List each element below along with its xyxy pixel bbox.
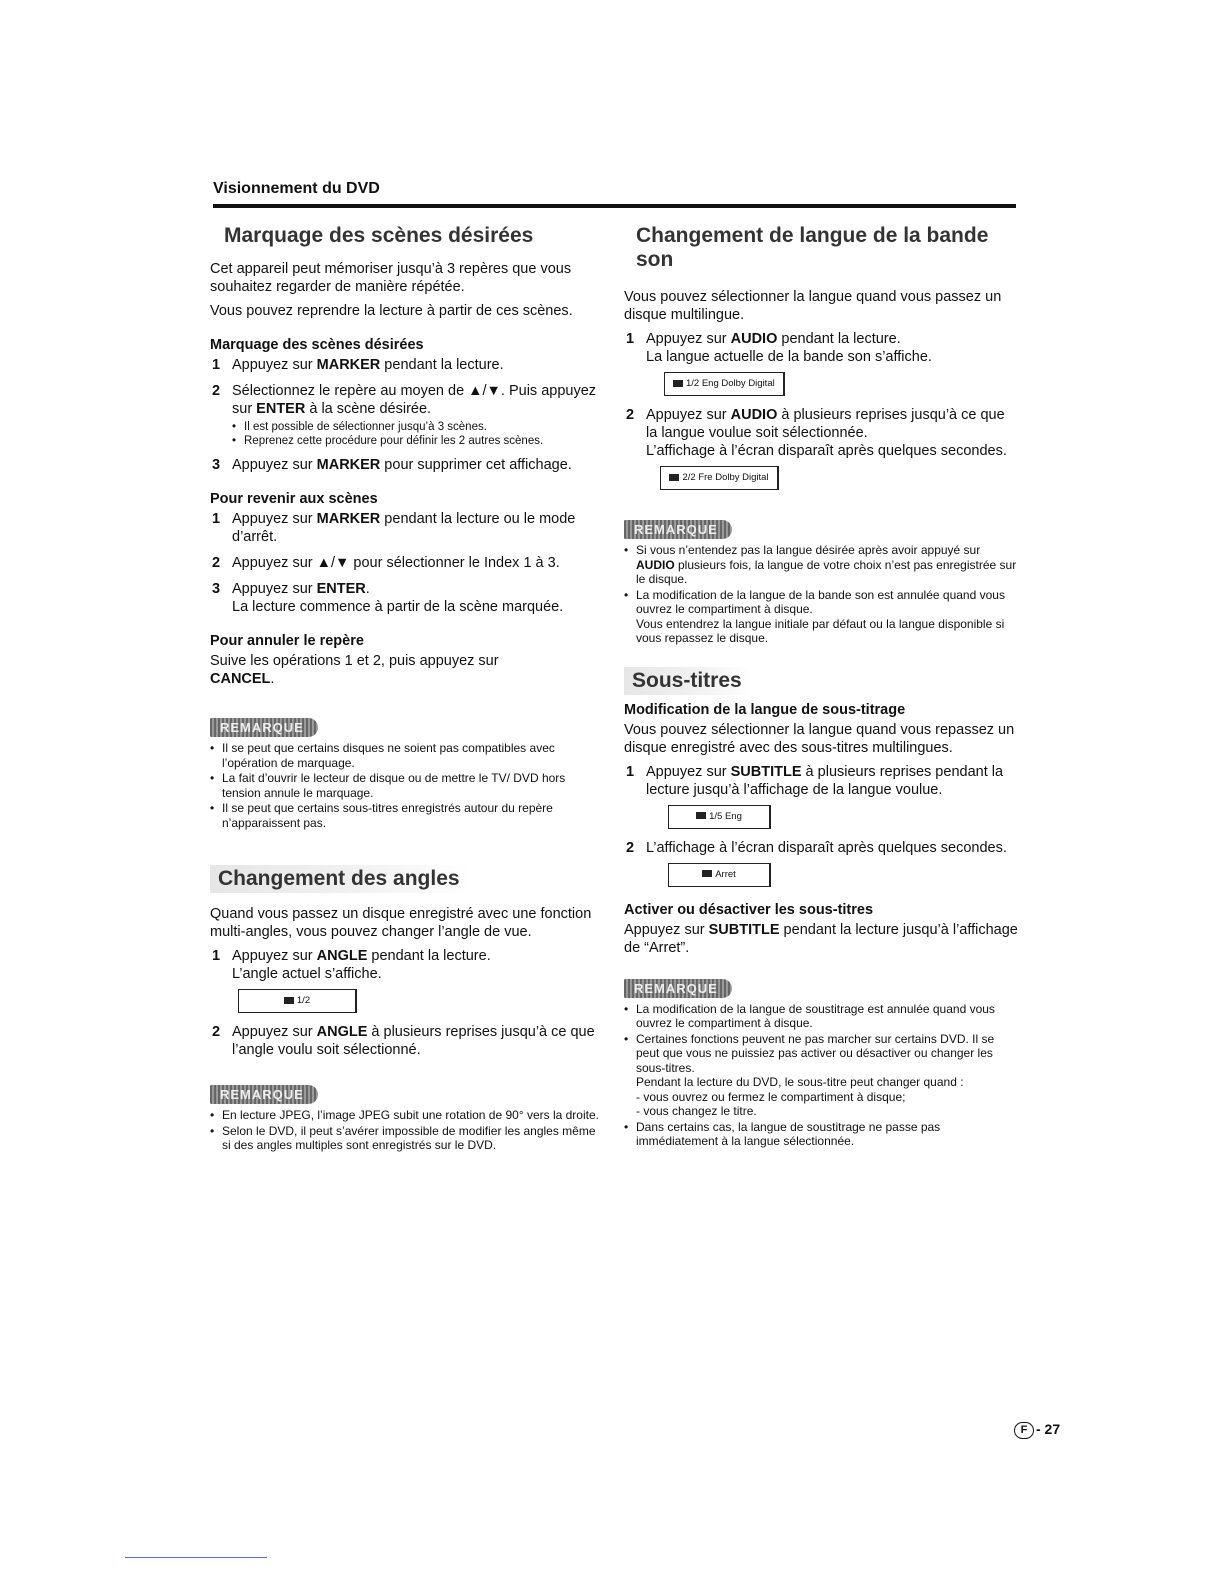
marquage-sub3: Pour annuler le repère: [210, 633, 364, 649]
note: • La modification de la langue de soustitrage est annulée quand vous ouvrez le compartiment à disque.: [624, 1002, 1019, 1031]
step-number: 2: [212, 383, 221, 399]
remarque-badge: REMARQUE: [210, 1085, 318, 1104]
remarque-badge: REMARQUE: [624, 979, 732, 998]
step-number: 2: [626, 407, 635, 423]
note: • La fait d’ouvrir le lecteur de disque ou de mettre le TV/ DVD hors tension annule le marquage.: [210, 771, 600, 800]
step-number: 2: [626, 839, 635, 856]
subtitles-title: Sous-titres: [624, 667, 752, 695]
subtitles-sub2: Activer ou désactiver les sous-titres: [624, 901, 874, 918]
audio-notes: [624, 543, 1019, 646]
subtitles-intro: Vous pouvez sélectionner la langue quand vous repassez un disque enregistré avec des sous-titres multilingues.: [624, 721, 1015, 756]
marquage-sub2-steps: [210, 510, 600, 616]
note-key: AUDIO: [636, 557, 675, 572]
note-text-after: plusieurs fois, la langue de votre choix n’est pas enregistrée sur le disque.: [636, 557, 1017, 586]
angles-step: [210, 947, 600, 1013]
cancel-key: CANCEL: [210, 671, 271, 687]
marquage-step: [210, 554, 600, 572]
step-key: AUDIO: [730, 407, 778, 423]
note: [624, 543, 1019, 587]
step-text: Appuyez sur ▲/▼ pour sélectionner le Index 1 à 3.: [232, 555, 560, 571]
left-column: [210, 224, 600, 1154]
step-key: MARKER: [316, 511, 381, 527]
step-text-after: .: [365, 581, 370, 597]
step-text: Appuyez sur: [232, 357, 317, 373]
step-text: Appuyez sur: [232, 948, 317, 964]
step-text: Appuyez sur: [646, 763, 731, 780]
note: [624, 1032, 1019, 1119]
step-text: Appuyez sur: [232, 581, 317, 597]
audio-step: [624, 406, 1019, 490]
angle-icon: [284, 997, 294, 1004]
angles-title: Changement des angles: [210, 865, 470, 893]
remarque-badge: REMARQUE: [624, 520, 732, 539]
step-text-after: pour supprimer cet affichage.: [380, 457, 572, 473]
subtitle-icon: [702, 870, 712, 877]
cancel-text: Suive les opérations 1 et 2, puis appuyez sur: [210, 653, 499, 669]
note: [624, 588, 1019, 646]
note: • Selon le DVD, il peut s’avérer impossible de modifier les angles même si des angles multiples sont enregistrés sur le DVD.: [210, 1124, 600, 1153]
angles-steps: [210, 947, 600, 1059]
step-number: 3: [212, 457, 221, 473]
audio-steps: [624, 330, 1019, 490]
marquage-notes: [210, 741, 600, 830]
audio-step: [624, 330, 1019, 396]
note: • Il se peut que certains disques ne soient pas compatibles avec l’opération de marquage.: [210, 741, 600, 770]
subtitles-notes: [624, 1002, 1019, 1149]
step-key: MARKER: [316, 357, 381, 373]
audio-intro: Vous pouvez sélectionner la langue quand vous passez un disque multilingue.: [624, 289, 1002, 323]
step-text-after: à plusieurs reprises pendant la lecture jusqu’à l’affichage de la langue voulue.: [646, 763, 1004, 798]
step-text: Appuyez sur: [646, 407, 731, 423]
marquage-intro: Cet appareil peut mémoriser jusqu’à 3 repères que vous souhaitez regarder de manière répétée.: [210, 261, 572, 295]
subtitles-sub2-text: [624, 921, 1019, 957]
sub-bullet: • Reprenez cette procédure pour définir les 2 autres scènes.: [232, 434, 600, 448]
osd-box: [668, 863, 771, 887]
step-number: 1: [626, 331, 635, 347]
note-text: La modification de la langue de la bande son est annulée quand vous ouvrez le compartiment à disque.: [636, 587, 1005, 616]
step-key: ENTER: [256, 401, 306, 417]
step-text-after: pendant la lecture.: [380, 357, 504, 373]
step-extra: L’affichage à l’écran disparaît après quelques secondes.: [646, 443, 1007, 459]
step-number: 3: [212, 581, 221, 597]
osd-text: 1/5 Eng: [709, 810, 742, 822]
step-text: Sélectionnez le repère au moyen de ▲/▼. Puis appuyez sur: [232, 383, 597, 417]
marquage-title: Marquage des scènes désirées: [224, 224, 534, 247]
note-text: Certaines fonctions peuvent ne pas marcher sur certains DVD. Il se peut que vous ne puissiez pas activer ou désactiver ou changer les sous-titres.: [636, 1031, 995, 1075]
note-extra: - vous changez le titre.: [636, 1104, 757, 1118]
step-number: 1: [212, 511, 221, 527]
section-header: Visionnement du DVD: [213, 180, 380, 197]
note-text: Si vous n’entendez pas la langue désirée après avoir appuyé sur: [636, 543, 981, 557]
osd-text: Arret: [715, 868, 736, 880]
sub-bullet: • Il est possible de sélectionner jusqu’à 3 scènes.: [232, 420, 600, 434]
osd-text: 2/2 Fre Dolby Digital: [682, 472, 769, 483]
osd-box: [664, 372, 785, 396]
marquage-step: [210, 510, 600, 546]
step-number: 1: [212, 948, 221, 964]
step-text-after: pendant la lecture.: [777, 331, 901, 347]
step-text: Appuyez sur: [232, 511, 317, 527]
subtitle-osd-display-2: [668, 863, 1019, 887]
step-key: ANGLE: [316, 1024, 368, 1040]
osd-text: 1/2 Eng Dolby Digital: [686, 378, 775, 389]
marquage-step: [210, 356, 600, 374]
step-key: ENTER: [316, 581, 366, 597]
step-key: MARKER: [316, 457, 381, 473]
marquage-sub1-steps: [210, 356, 600, 474]
angle-osd-display: [238, 989, 600, 1013]
step-text: Appuyez sur: [232, 457, 317, 473]
remarque-badge: REMARQUE: [210, 718, 318, 737]
step-text: Appuyez sur: [646, 331, 731, 347]
step-text-after: à la scène désirée.: [305, 401, 432, 417]
bottom-underline: [125, 1557, 267, 1558]
subtitles-sub1: Modification de la langue de sous-titrage: [624, 701, 906, 718]
cancel-text-after: .: [270, 671, 275, 687]
angles-step: [210, 1023, 600, 1059]
step-number: 1: [626, 763, 635, 780]
page-number: [1014, 1421, 1060, 1439]
marquage-intro2: Vous pouvez reprendre la lecture à partir de ces scènes.: [210, 303, 573, 319]
osd-box: [668, 805, 771, 829]
step-extra: La langue actuelle de la bande son s’affiche.: [646, 349, 932, 365]
marquage-sub3-text: [210, 652, 600, 688]
step-number: 2: [212, 555, 221, 571]
sub2-text: Appuyez sur: [624, 921, 709, 938]
subtitles-steps: [624, 763, 1019, 887]
audio-icon: [669, 474, 679, 481]
step-text: Appuyez sur: [232, 1024, 317, 1040]
step-key: AUDIO: [730, 331, 778, 347]
step-number: 2: [212, 1024, 221, 1040]
marquage-sub1: Marquage des scènes désirées: [210, 337, 424, 353]
header-rule: [213, 204, 1016, 208]
osd-text: 1/2: [296, 995, 311, 1006]
note: • Il se peut que certains sous-titres enregistrés autour du repère n’apparaissent pas.: [210, 801, 600, 830]
step-text-after: pendant la lecture.: [367, 948, 491, 964]
note: • Dans certains cas, la langue de soustitrage ne passe pas immédiatement à la langue sélectionnée.: [624, 1120, 1019, 1149]
step-text: L’affichage à l’écran disparaît après quelques secondes.: [646, 839, 1007, 856]
osd-box: [238, 989, 357, 1013]
step-text-after: pendant la lecture ou le mode d’arrêt.: [232, 511, 576, 545]
right-column: [624, 224, 1019, 1150]
note: • En lecture JPEG, l’image JPEG subit une rotation de 90° vers la droite.: [210, 1108, 600, 1123]
subtitles-step: [624, 763, 1019, 829]
subtitles-step: [624, 839, 1019, 887]
marquage-step: [210, 580, 600, 616]
step-number: 1: [212, 357, 221, 373]
subtitle-icon: [696, 812, 706, 819]
step-key: ANGLE: [316, 948, 368, 964]
audio-title: Changement de langue de la bande son: [636, 224, 989, 271]
marquage-sub2: Pour revenir aux scènes: [210, 491, 378, 507]
step-extra: La lecture commence à partir de la scène marquée.: [232, 599, 564, 615]
note-extra: Pendant la lecture du DVD, le sous-titre peut changer quand :: [636, 1075, 964, 1089]
step-text-after: à plusieurs reprises jusqu’à ce que la langue voulue soit sélectionnée.: [646, 407, 1005, 441]
marquage-step: [210, 382, 600, 448]
audio-osd-display-2: [660, 466, 1019, 490]
note-extra: Vous entendrez la langue initiale par défaut ou la langue disponible si vous repassez le disque.: [636, 616, 1005, 645]
sub2-text-after: pendant la lecture jusqu’à l’affichage de “Arret”.: [624, 921, 1018, 956]
audio-icon: [673, 380, 683, 387]
osd-box: [660, 466, 779, 490]
subtitle-osd-display-1: [668, 805, 1019, 829]
angles-intro: Quand vous passez un disque enregistré avec une fonction multi-angles, vous pouvez changer l’angle de vue.: [210, 906, 592, 940]
step-text-after: à plusieurs reprises jusqu’à ce que l’angle voulu soit sélectionné.: [232, 1024, 595, 1058]
step-sub-bullets: [232, 420, 600, 448]
page-number-text: - 27: [1036, 1421, 1061, 1437]
note-extra: - vous ouvrez ou fermez le compartiment à disque;: [636, 1089, 906, 1104]
sub2-key: SUBTITLE: [708, 921, 780, 938]
angles-notes: [210, 1108, 600, 1153]
marquage-step: [210, 456, 600, 474]
language-code-badge: F: [1014, 1422, 1034, 1439]
audio-osd-display-1: [664, 372, 1019, 396]
step-key: SUBTITLE: [730, 763, 802, 780]
step-extra: L’angle actuel s’affiche.: [232, 966, 382, 982]
